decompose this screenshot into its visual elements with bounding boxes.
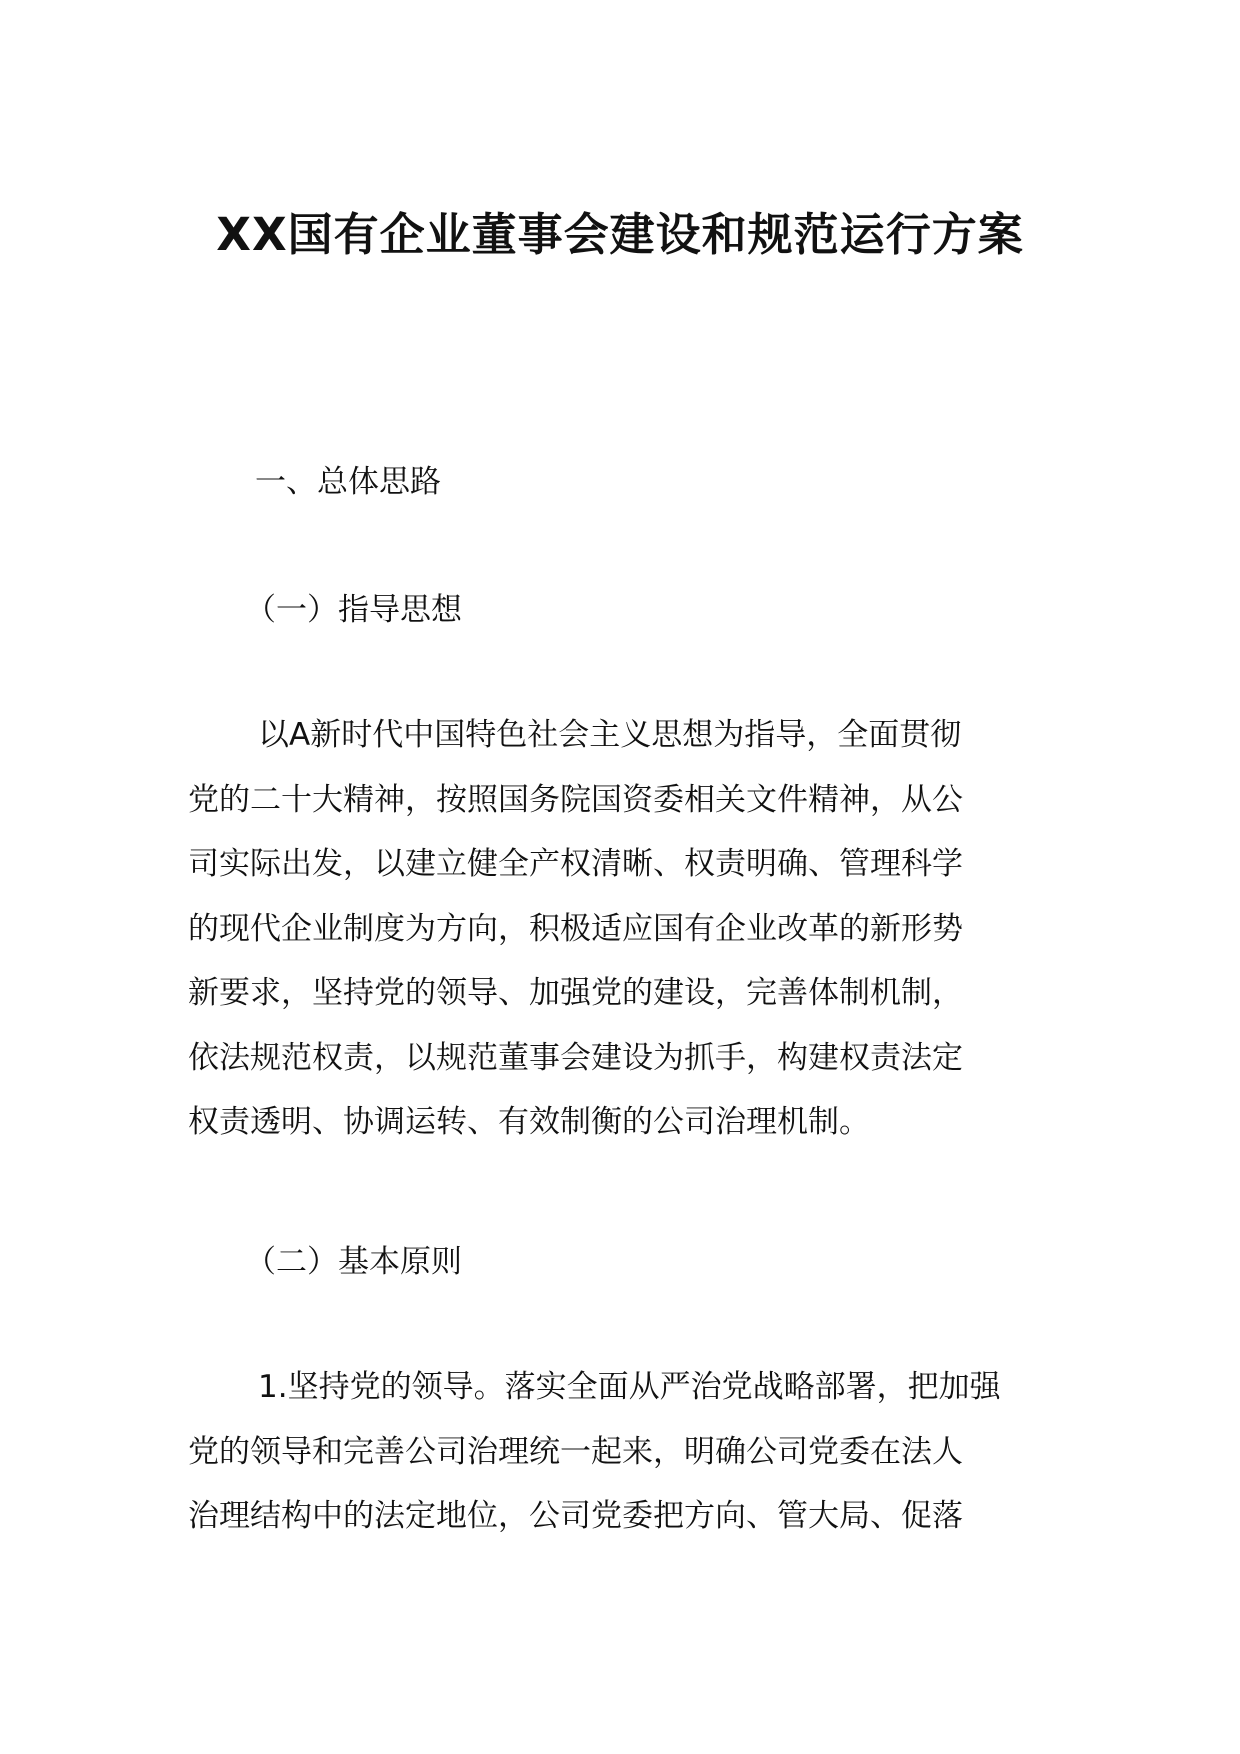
section-heading-overall-approach: 一、总体思路 bbox=[255, 464, 441, 500]
paragraph-line: 治理结构中的法定地位，公司党委把方向、管大局、促落 bbox=[188, 1498, 963, 1534]
paragraph-line: 党的领导和完善公司治理统一起来，明确公司党委在法人 bbox=[188, 1433, 963, 1470]
paragraph-line: 依法规范权责，以规范董事会建设为抓手，构建权责法定 bbox=[188, 1039, 963, 1076]
paragraph-line: 的现代企业制度为方向，积极适应国有企业改革的新形势 bbox=[188, 910, 963, 947]
paragraph-line: 新要求，坚持党的领导、加强党的建设，完善体制机制， bbox=[188, 975, 963, 1011]
paragraph-line: 1.坚持党的领导。落实全面从严治党战略部署，把加强 bbox=[258, 1369, 1001, 1405]
subsection-heading-guiding-ideology: （一）指导思想 bbox=[245, 592, 462, 628]
document-title: XX国有企业董事会建设和规范运行方案 bbox=[216, 208, 1024, 261]
paragraph-line: 权责透明、协调运转、有效制衡的公司治理机制。 bbox=[188, 1104, 870, 1140]
paragraph-line: 党的二十大精神，按照国务院国资委相关文件精神，从公 bbox=[188, 781, 963, 818]
paragraph-guiding-ideology bbox=[188, 703, 1058, 1155]
paragraph-line: 司实际出发，以建立健全产权清晰、权责明确、管理科学 bbox=[188, 846, 963, 882]
subsection-heading-basic-principles: （二）基本原则 bbox=[245, 1244, 462, 1280]
paragraph-basic-principles bbox=[188, 1355, 1058, 1549]
paragraph-line: 以A新时代中国特色社会主义思想为指导，全面贯彻 bbox=[258, 717, 962, 753]
